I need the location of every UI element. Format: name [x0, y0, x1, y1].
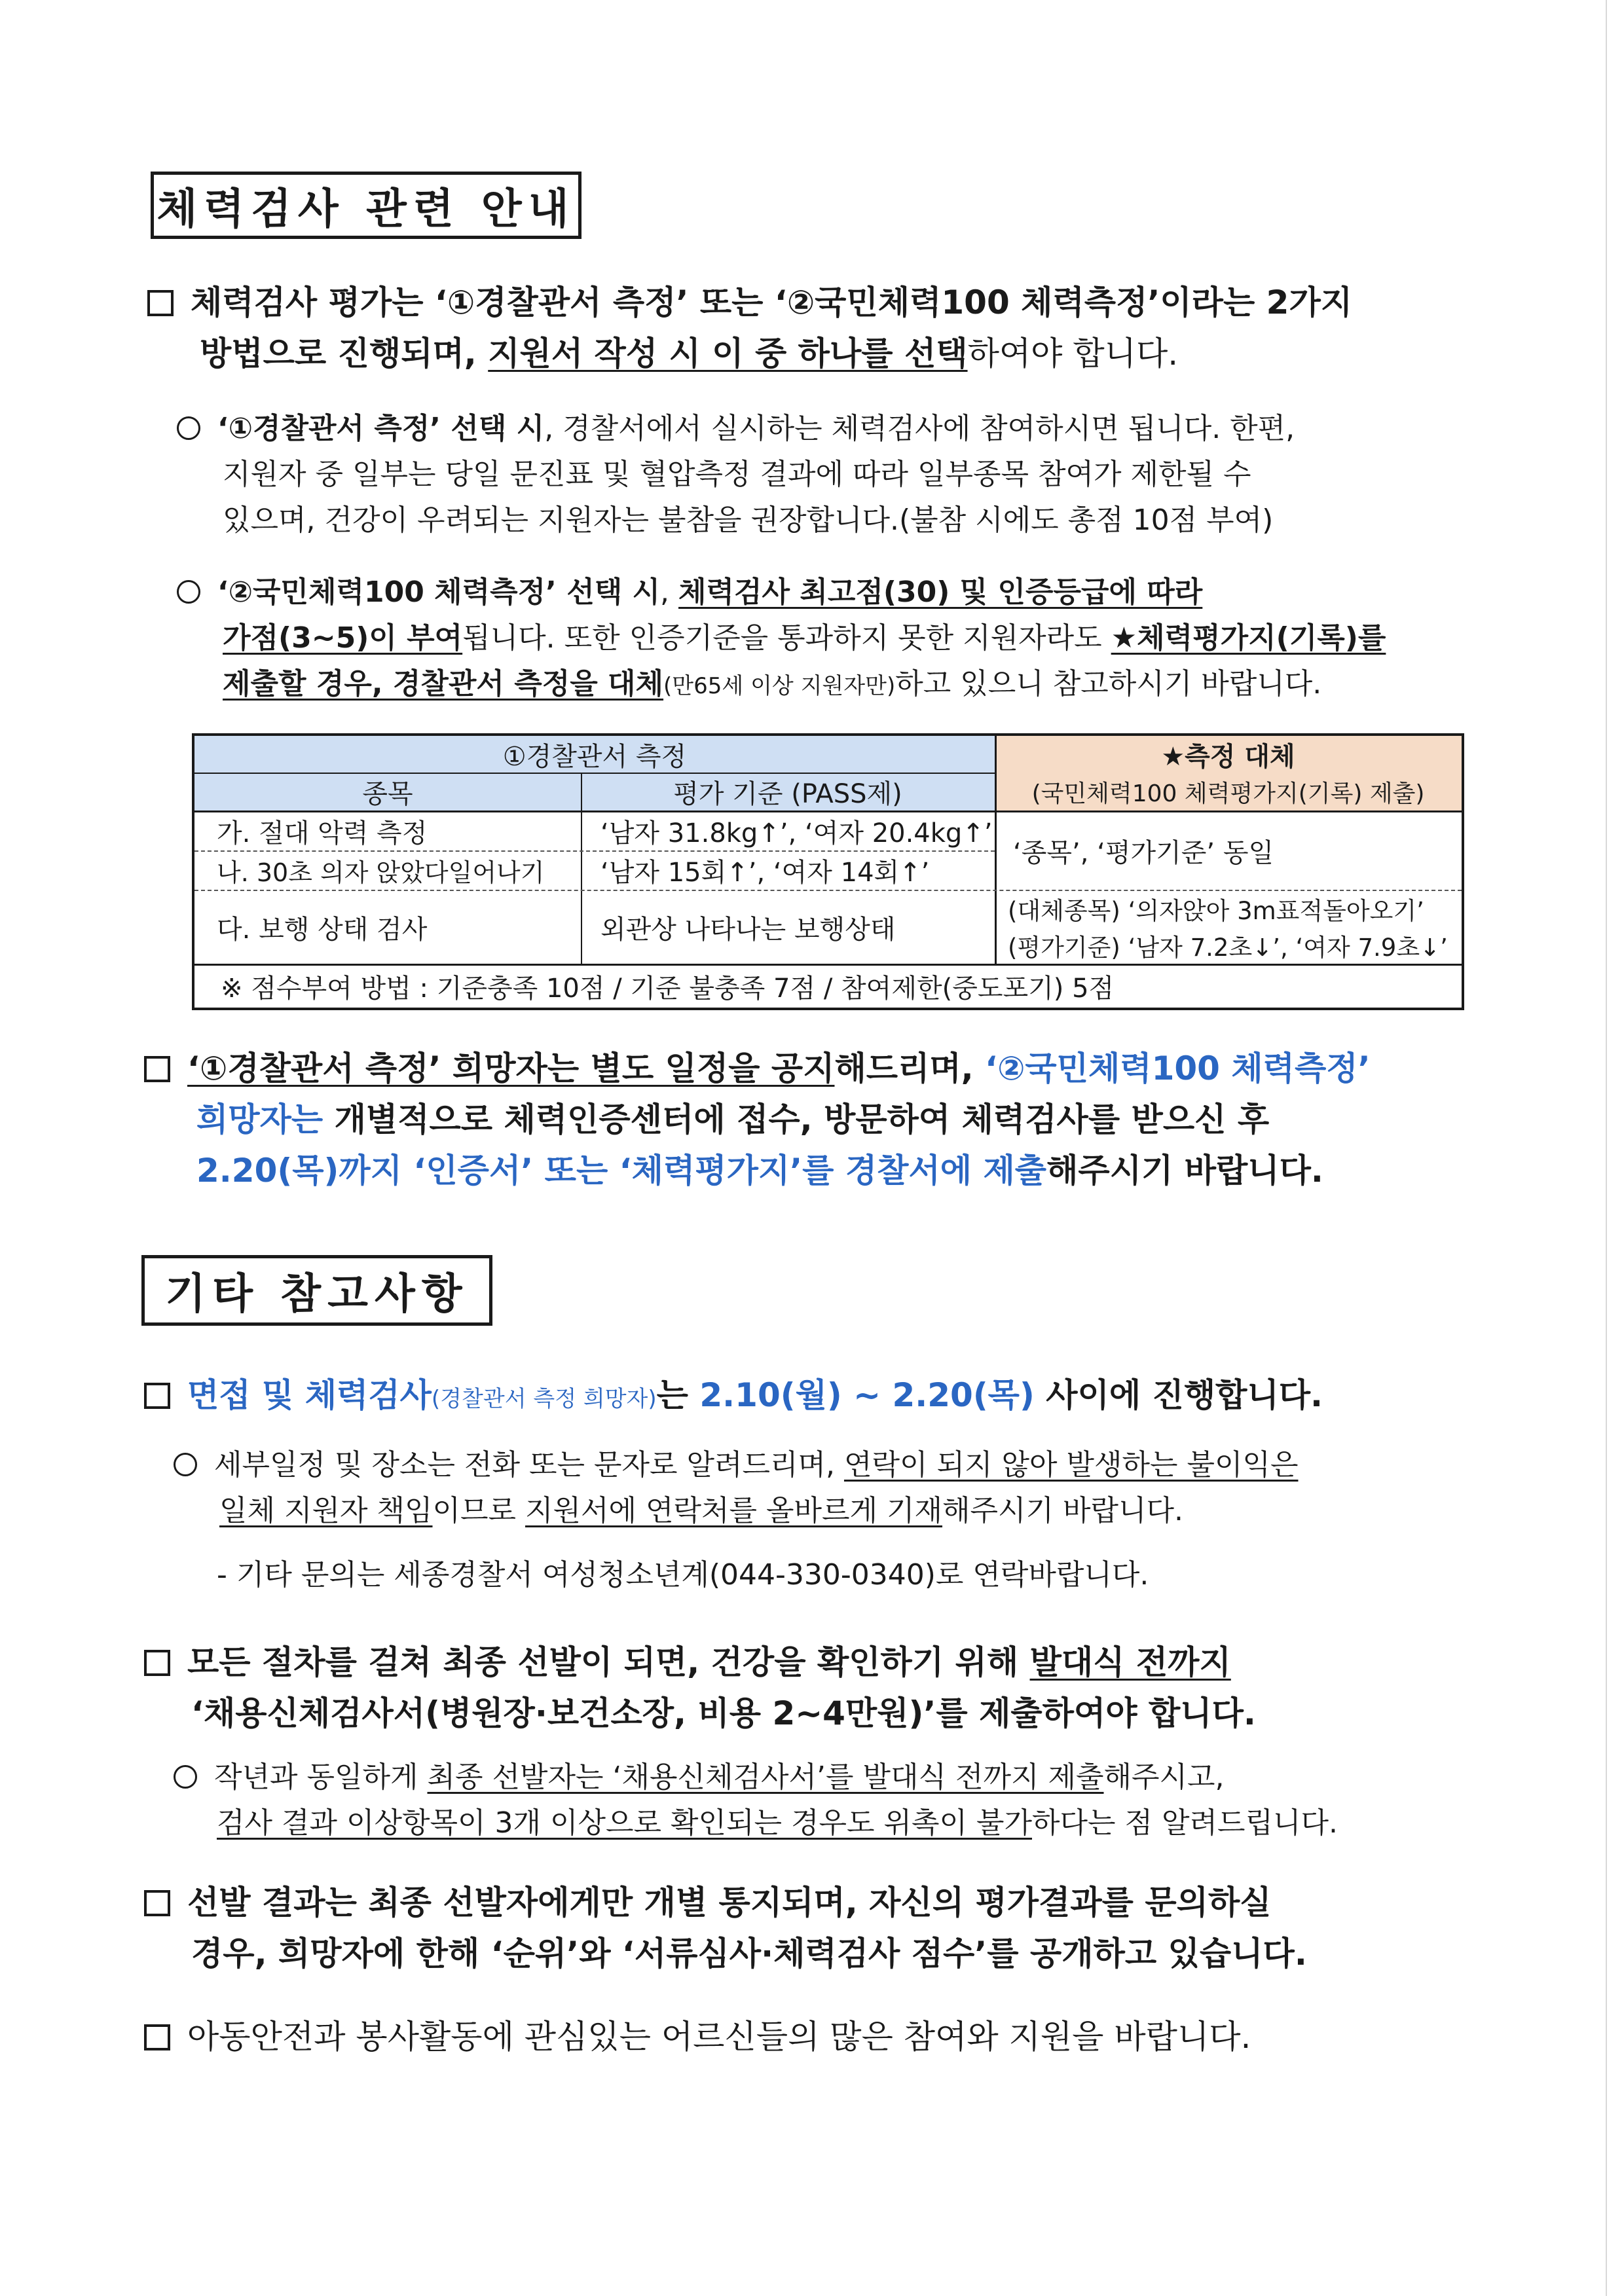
table-row-criteria: 외관상 나타나는 보행상태 — [600, 914, 896, 945]
section-title-physical-test — [151, 172, 581, 239]
paragraph-contact-details — [174, 1442, 1298, 1598]
table-alt-item: (대체종목) ‘의자앉아 3m표적돌아오기’ — [1008, 897, 1424, 925]
paragraph-line: 희망자는 개별적으로 체력인증센터에 접수, 방문하여 체력검사를 받으신 후 — [196, 1101, 1270, 1139]
paragraph-police-measure — [177, 406, 1295, 543]
section-title-other-notes — [141, 1255, 492, 1326]
paragraph-test-methods — [147, 277, 1352, 379]
paragraph-line: ‘①경찰관서 측정’ 희망자는 별도 일정을 공지해드리며, ‘②국민체력100 체력측정’ — [144, 1043, 1371, 1094]
paragraph-line: 지원자 중 일부는 당일 문진표 및 혈압측정 결과에 따라 일부종목 참여가 제한될 수 — [223, 458, 1251, 491]
paragraph-line: 체력검사 평가는 ‘①경찰관서 측정’ 또는 ‘②국민체력100 체력측정’이라는 2가지 — [147, 277, 1352, 328]
fitness-criteria-table — [192, 733, 1464, 1010]
paragraph-line: 세부일정 및 장소는 전화 또는 문자로 알려드리며, 연락이 되지 않아 발생하는 불이익은 — [174, 1442, 1298, 1488]
paragraph-line: 선발 결과는 최종 선발자에게만 개별 통지되며, 자신의 평가결과를 문의하실 — [144, 1877, 1307, 1928]
table-row-criteria: ‘남자 31.8kg↑’, ‘여자 20.4kg↑’ — [600, 818, 993, 848]
paragraph-line: ‘채용신체검사서(병원장·보건소장, 비용 2~4만원)’를 제출하여야 합니다. — [191, 1694, 1256, 1732]
paragraph-line: 가점(3~5)이 부여됩니다. 또한 인증기준을 통과하지 못한 지원자라도 ★체력평가지(기록)를 — [223, 621, 1386, 655]
section-title-text: 체력검사 관련 안내 — [157, 185, 576, 234]
checkbox-square-icon — [144, 1056, 170, 1082]
paragraph-line: 검사 결과 이상항목이 3개 이상으로 확인되는 경우도 위촉이 불가하다는 점 알려드립니다. — [217, 1806, 1338, 1840]
table-header-criteria: 평가 기준 (PASS제) — [673, 778, 902, 809]
table-score-note: ※ 점수부여 방법 : 기준충족 10점 / 기준 불충족 7점 / 참여제한(중도포기) 5점 — [221, 974, 1115, 1004]
checkbox-square-icon — [144, 1383, 170, 1409]
paragraph-line: 모든 절차를 걸쳐 최종 선발이 되면, 건강을 확인하기 위해 발대식 전까지 — [144, 1637, 1256, 1688]
paragraph-line: 방법으로 진행되며, 지원서 작성 시 이 중 하나를 선택하여야 합니다. — [200, 335, 1179, 373]
paragraph-line: 일체 지원자 책임이므로 지원서에 연락처를 올바르게 기재해주시기 바랍니다. — [219, 1494, 1184, 1527]
table-dashed-divider — [194, 890, 1462, 891]
checkbox-square-icon — [144, 2024, 170, 2050]
checkbox-square-icon — [144, 1890, 170, 1916]
table-divider — [995, 736, 997, 965]
table-divider — [194, 773, 995, 774]
table-row-criteria: ‘남자 15회↑’, ‘여자 14회↑’ — [600, 857, 930, 888]
paragraph-line: ‘②국민체력100 체력측정’ 선택 시, 체력검사 최고점(30) 및 인증등급에 따라 — [177, 570, 1386, 615]
paragraph-line: 제출할 경우, 경찰관서 측정을 대체(만65세 이상 지원자만)하고 있으니 참고하시기 바랍니다. — [223, 667, 1322, 701]
paragraph-health-check-detail — [174, 1755, 1338, 1846]
table-row-item: 나. 30초 의자 앉았다일어나기 — [217, 858, 545, 887]
table-divider — [581, 773, 582, 965]
table-alt-criteria: (평가기준) ‘남자 7.2초↓’, ‘여자 7.9초↓’ — [1008, 934, 1448, 962]
circle-bullet-icon — [174, 1453, 197, 1476]
table-row-item: 가. 절대 악력 측정 — [217, 818, 428, 848]
paragraph-health-check — [144, 1637, 1256, 1739]
table-header-replacement: ★측정 대체 — [1161, 741, 1295, 772]
paragraph-line: 2.20(목)까지 ‘인증서’ 또는 ‘체력평가지’를 경찰서에 제출해주시기 바랍니다. — [196, 1152, 1323, 1190]
table-same-criteria-note: ‘종목’, ‘평가기준’ 동일 — [1013, 837, 1274, 868]
section-title-text: 기타 참고사항 — [165, 1270, 469, 1319]
checkbox-square-icon — [147, 290, 174, 316]
paragraph-closing — [144, 2011, 1251, 2062]
paragraph-line: - 기타 문의는 세종경찰서 여성청소년계(044-330-0340)로 연락바랍니다. — [217, 1558, 1149, 1592]
scan-edge-line — [1606, 0, 1607, 2296]
table-row-item: 다. 보행 상태 검사 — [217, 914, 428, 945]
paragraph-line: ‘①경찰관서 측정’ 선택 시, 경찰서에서 실시하는 체력검사에 참여하시면 됩니다. 한편, — [177, 406, 1295, 452]
paragraph-result-notice — [144, 1877, 1307, 1979]
paragraph-line: 경우, 희망자에 한해 ‘순위’와 ‘서류심사·체력검사 점수’를 공개하고 있습니다. — [191, 1935, 1307, 1973]
paragraph-line: 아동안전과 봉사활동에 관심있는 어르신들의 많은 참여와 지원을 바랍니다. — [144, 2011, 1251, 2062]
table-header-police: ①경찰관서 측정 — [502, 741, 687, 772]
table-header-replacement-sub: (국민체력100 체력평가지(기록) 제출) — [1031, 780, 1425, 807]
circle-bullet-icon — [177, 416, 200, 440]
table-divider — [194, 811, 1462, 812]
circle-bullet-icon — [174, 1765, 197, 1789]
paragraph-line: 작년과 동일하게 최종 선발자는 ‘채용신체검사서’를 발대식 전까지 제출해주시고, — [174, 1755, 1338, 1800]
table-dashed-divider — [194, 850, 995, 852]
circle-bullet-icon — [177, 580, 200, 604]
paragraph-line: 면접 및 체력검사(경찰관서 측정 희망자)는 2.10(월) ~ 2.20(목) 사이에 진행합니다. — [144, 1370, 1323, 1425]
checkbox-square-icon — [144, 1650, 170, 1676]
paragraph-interview-dates — [144, 1370, 1323, 1425]
paragraph-national-fitness — [177, 570, 1386, 709]
table-header-item: 종목 — [362, 778, 413, 809]
paragraph-schedule-notice — [144, 1043, 1371, 1196]
paragraph-line: 있으며, 건강이 우려되는 지원자는 불참을 권장합니다.(불참 시에도 총점 10점 부여) — [223, 503, 1274, 537]
table-divider — [194, 964, 1462, 966]
